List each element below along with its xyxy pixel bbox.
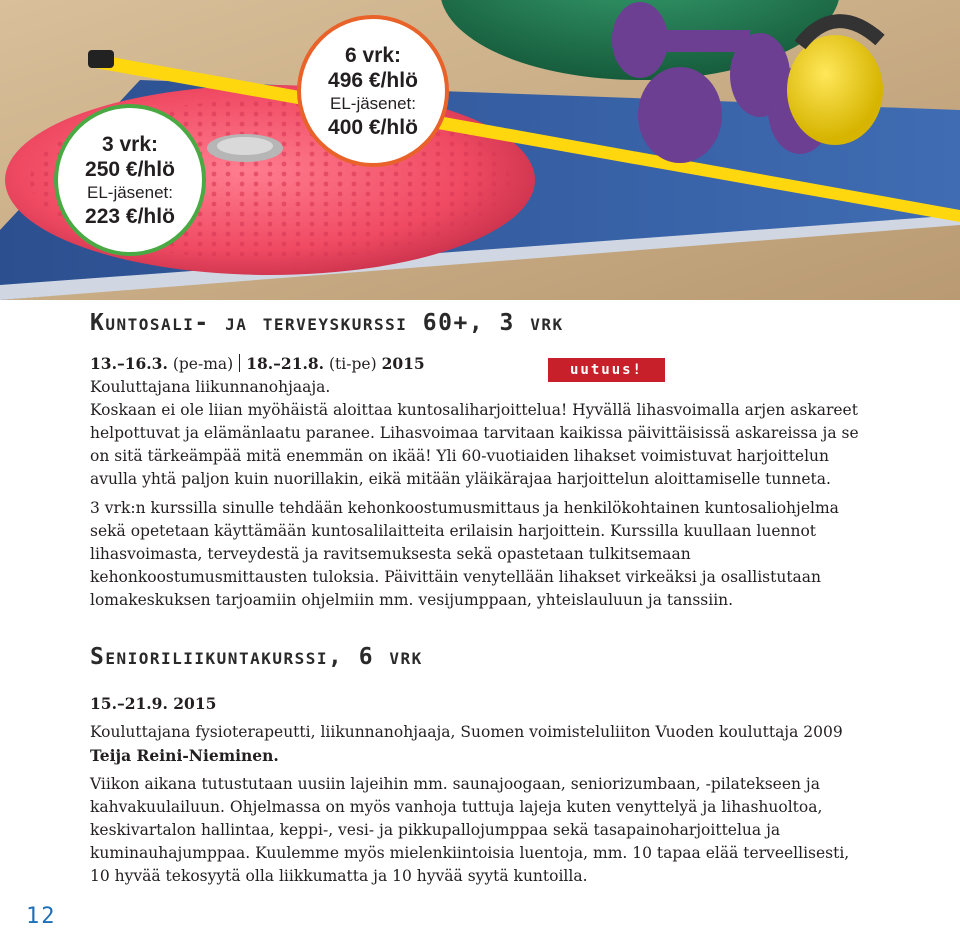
date-b-note: (ti-pe) — [329, 355, 377, 373]
year: 2015 — [381, 354, 425, 373]
new-badge: uutuus! — [548, 358, 665, 382]
price-badge-6-day — [297, 15, 449, 167]
trainer-name: Teija Reini-Nieminen. — [90, 746, 279, 765]
paragraph: 3 vrk:n kurssilla sinulle tehdään kehonkoostumusmittaus ja henkilökohtainen kuntosaliohjelma sekä opetetaan käyttämään kuntosalilaitteita erilaisin harjoittein. Kurssilla kuullaan luennot lihasvoimasta, terveydestä ja ravitsemuksesta sekä opastetaan tulkitsemaan kehonkoostumusmittausten tuloksia. Päivittäin venytellään lihakset virkeäksi ja osallistutaan lomakeskuksen tarjoamiin ohjelmiin mm. vesijumppaan, yhteislauluun ja tanssiin. — [90, 499, 839, 609]
course-dates — [90, 352, 870, 376]
section-heading: Kuntosali- ja terveyskurssi 60+, 3 vrk — [90, 310, 564, 336]
badge-member-label: EL-jäsenet: — [330, 93, 416, 113]
price-badge-3-day — [54, 104, 206, 256]
date-b: 18.–21.8. — [246, 354, 325, 373]
date-a-note: (pe-ma) — [172, 355, 234, 373]
paragraph: Viikon aikana tutustutaan uusiin lajeihin mm. saunajoogaan, seniorizumbaan, -pilatekseen ja kahvakuulailuun. Ohjelmassa on myös vanhoja tuttuja lajeja kuten venyttelyä ja lihashuoltoa, keskivartalon hallintaa, keppi-, vesi- ja pikkupallojumppaa sekä tasapainoharjoittelua ja kuminauhajumppaa. Kuulemme myös mielenkiintoisia luentoja, mm. 10 tapaa elää terveellisesti, 10 hyvää tekosyytä olla liikkumatta ja 10 hyvää syytä kuntoilla. — [90, 775, 850, 885]
badge-price: 496 €/hlö — [328, 68, 418, 92]
section-heading: Senioriliikuntakurssi, 6 vrk — [90, 644, 423, 670]
page-number: 12 — [26, 904, 57, 929]
section-fitness-course — [90, 308, 870, 612]
date-separator — [239, 354, 240, 372]
badge-duration: 6 vrk: — [344, 43, 402, 67]
badge-member-price: 400 €/hlö — [328, 115, 418, 139]
trainer-line: Kouluttajana liikunnanohjaaja. — [90, 378, 331, 396]
paragraph: Koskaan ei ole liian myöhäistä aloittaa kuntosaliharjoittelua! Hyvällä lihasvoimalla arjen askareet helpottuvat ja elämänlaatu paranee. Lihasvoimaa tarvitaan kaikissa päivittäisissä askareissa ja se on sitä tärkeämpää mitä enemmän on ikää! Yli 60-vuotiaiden lihakset voimistuvat harjoittelun avulla yhtä paljon kuin nuorillakin, eikä mitään yläikärajaa harjoittelun aloittamiselle tunneta. — [90, 401, 859, 488]
badge-member-price: 223 €/hlö — [85, 204, 175, 228]
badge-member-label: EL-jäsenet: — [87, 182, 173, 202]
badge-price: 250 €/hlö — [85, 157, 175, 181]
badge-duration: 3 vrk: — [101, 132, 159, 156]
course-dates: 15.–21.9. 2015 — [90, 694, 217, 713]
date-a: 13.–16.3. — [90, 354, 168, 373]
trainer-line: Kouluttajana fysioterapeutti, liikunnanohjaaja, Suomen voimisteluliiton Vuoden kouluttaja 2009 — [90, 723, 843, 741]
section-senior-course — [90, 644, 870, 888]
